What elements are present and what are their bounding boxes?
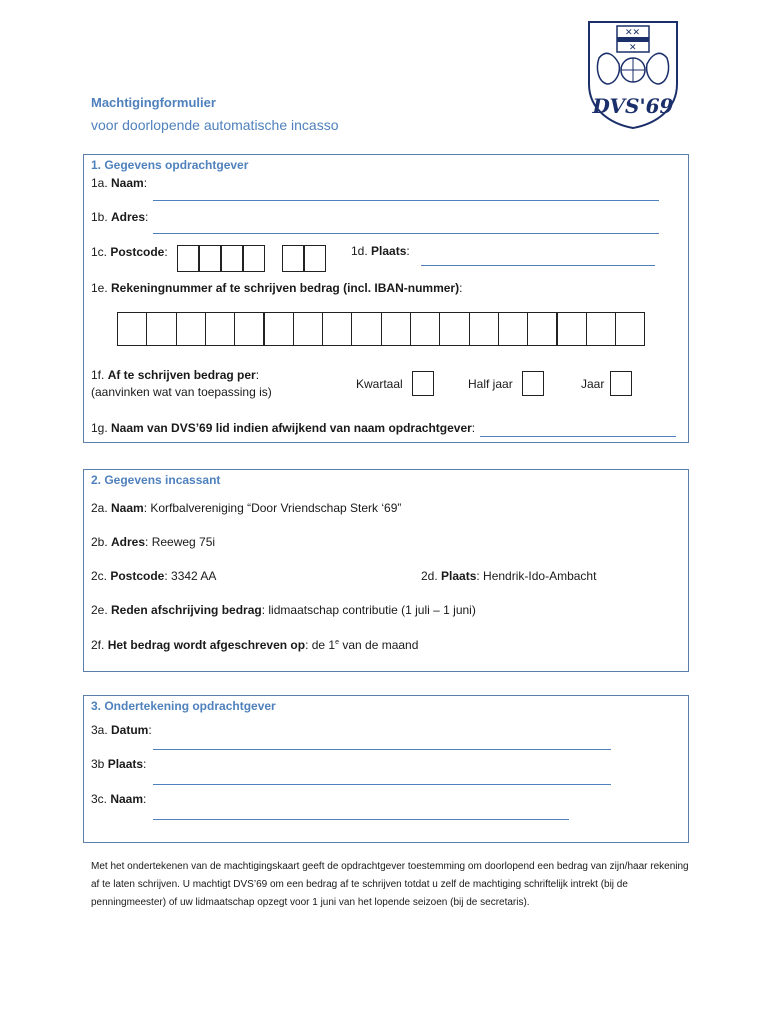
club-crest-icon	[585, 18, 681, 130]
iban-digit-box[interactable]	[557, 312, 587, 346]
iban-digit-box[interactable]	[469, 312, 499, 346]
club-logo	[585, 18, 681, 130]
iban-digit-box[interactable]	[615, 312, 645, 346]
adres-input-line[interactable]	[153, 233, 659, 234]
iban-digit-box[interactable]	[264, 312, 294, 346]
svg-text:✕: ✕	[629, 43, 637, 53]
datum-label: 3a. Datum:	[91, 723, 152, 737]
per-hint: (aanvinken wat van toepassing is)	[91, 385, 272, 399]
iban-digit-box[interactable]	[498, 312, 528, 346]
section-ondertekening	[83, 695, 689, 843]
option-label-half-jaar: Half jaar	[468, 377, 513, 391]
incassant-postcode: 2c. Postcode: 3342 AA	[91, 569, 217, 583]
iban-digit-box[interactable]	[410, 312, 440, 346]
incassant-reden: 2e. Reden afschrijving bedrag: lidmaatschap contributie (1 juli – 1 juni)	[91, 603, 476, 617]
plaats-label: 1d. Plaats:	[351, 244, 410, 258]
iban-digit-box[interactable]	[234, 312, 264, 346]
checkbox-half-jaar[interactable]	[522, 371, 544, 396]
incassant-naam: 2a. Naam: Korfbalvereniging “Door Vriendschap Sterk ‘69”	[91, 501, 402, 515]
postcode-digit-box[interactable]	[199, 245, 221, 272]
logo-text: DVS'69	[592, 94, 674, 118]
iban-digit-box[interactable]	[586, 312, 616, 346]
iban-digit-box[interactable]	[293, 312, 323, 346]
section3-heading: 3. Ondertekening opdrachtgever	[91, 699, 276, 713]
iban-digit-box[interactable]	[205, 312, 235, 346]
ondertekening-naam-input-line[interactable]	[153, 819, 569, 820]
section1-heading: 1. Gegevens opdrachtgever	[91, 158, 249, 172]
postcode-digit-box[interactable]	[177, 245, 199, 272]
postcode-letter-box[interactable]	[282, 245, 304, 272]
adres-label: 1b. Adres:	[91, 210, 149, 224]
postcode-label: 1c. Postcode:	[91, 245, 168, 259]
svg-text:✕✕: ✕✕	[625, 28, 641, 38]
iban-digit-box[interactable]	[176, 312, 206, 346]
checkbox-kwartaal[interactable]	[412, 371, 434, 396]
incassant-bedrag: 2f. Het bedrag wordt afgeschreven op: de 1e van de maand	[91, 638, 419, 652]
page-subtitle: voor doorlopende automatische incasso	[91, 117, 339, 133]
iban-digit-box[interactable]	[146, 312, 176, 346]
option-label-jaar: Jaar	[581, 377, 605, 391]
postcode-digit-box[interactable]	[221, 245, 243, 272]
iban-digit-box[interactable]	[527, 312, 557, 346]
incassant-plaats: 2d. Plaats: Hendrik-Ido-Ambacht	[421, 569, 597, 583]
iban-digit-box[interactable]	[381, 312, 411, 346]
iban-digit-box[interactable]	[322, 312, 352, 346]
section-opdrachtgever	[83, 154, 689, 443]
datum-input-line[interactable]	[153, 749, 611, 750]
postcode-letter-box[interactable]	[304, 245, 326, 272]
checkbox-jaar[interactable]	[610, 371, 632, 396]
iban-label: 1e. Rekeningnummer af te schrijven bedrag (incl. IBAN-nummer):	[91, 281, 463, 295]
iban-digit-box[interactable]	[117, 312, 147, 346]
naam-input-line[interactable]	[153, 200, 659, 201]
plaats-input-line[interactable]	[421, 265, 655, 266]
per-label: 1f. Af te schrijven bedrag per:	[91, 368, 260, 382]
lid-label: 1g. Naam van DVS’69 lid indien afwijkend van naam opdrachtgever:	[91, 421, 476, 435]
ondertekening-plaats-input-line[interactable]	[153, 784, 611, 785]
lid-input-line[interactable]	[480, 436, 676, 437]
iban-digit-box[interactable]	[439, 312, 469, 346]
section-incassant	[83, 469, 689, 672]
iban-digit-box[interactable]	[351, 312, 381, 346]
page-title: Machtigingformulier	[91, 95, 216, 110]
postcode-digit-box[interactable]	[243, 245, 265, 272]
ondertekening-naam-label: 3c. Naam:	[91, 792, 147, 806]
naam-label: 1a. Naam:	[91, 176, 148, 190]
option-label-kwartaal: Kwartaal	[356, 377, 403, 391]
section2-heading: 2. Gegevens incassant	[91, 473, 221, 487]
incassant-adres: 2b. Adres: Reeweg 75i	[91, 535, 216, 549]
footer-note: Met het ondertekenen van de machtigingskaart geeft de opdrachtgever toestemming om doorlopend een bedrag van zijn/haar rekening af te laten schrijven. U machtigt DVS’69 om een bedrag af te schrijven totdat u zelf de machtiging schriftelijk intrekt (bij de penningmeester) of uw lidmaatschap opzegt voor 1 juni van het lopende seizoen (bij de secretaris).	[91, 861, 689, 908]
ondertekening-plaats-label: 3b Plaats:	[91, 757, 147, 771]
